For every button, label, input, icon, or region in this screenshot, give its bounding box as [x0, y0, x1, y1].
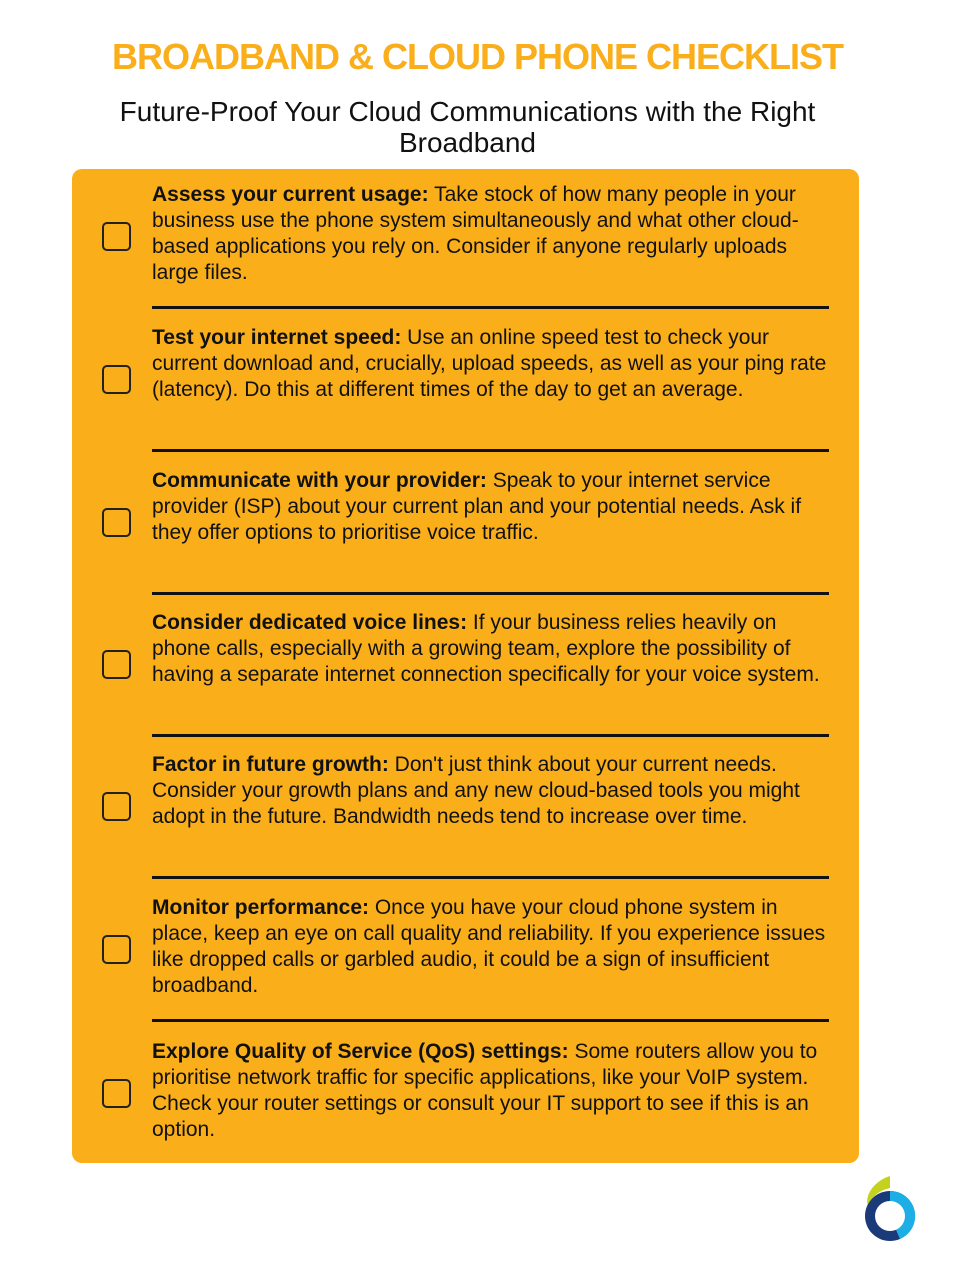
item-body: Once you have your cloud phone system in place, keep an eye on call quality and reliability. If you experience issues like dropped calls or garbled audio, it could be a sign of insufficient broadband.: [152, 896, 826, 997]
item-body: Use an online speed test to check your current download and, crucially, upload speeds, as well as your ping rate (latency). Do this at different times of the day to get an average.: [152, 326, 827, 401]
item-text: [152, 468, 837, 546]
checklist-item: [72, 312, 859, 455]
checkbox[interactable]: [102, 365, 131, 394]
item-text: [152, 182, 837, 286]
checklist-card: [72, 169, 859, 1163]
item-heading: Test your internet speed:: [152, 326, 402, 349]
checkbox[interactable]: [102, 792, 131, 821]
checkbox[interactable]: [102, 1079, 131, 1108]
item-body: Take stock of how many people in your business use the phone system simultaneously and what other cloud-based applications you rely on. Consider if anyone regularly uploads large files.: [152, 183, 799, 284]
page-title: BROADBAND & CLOUD PHONE CHECKLIST: [112, 36, 843, 77]
item-heading: Communicate with your provider:: [152, 469, 487, 492]
checklist-item: [72, 597, 859, 740]
item-body: Some routers allow you to prioritise network traffic for specific applications, like your VoIP system. Check your router settings or consult your IT support to see if this is an option.: [152, 1040, 818, 1141]
company-logo-icon: [858, 1174, 922, 1248]
divider: [152, 1019, 829, 1022]
item-text: [152, 752, 837, 830]
page-subtitle: Future-Proof Your Cloud Communications with the Right Broadband: [119, 96, 816, 158]
checklist-item: [72, 739, 859, 882]
checklist-item: [72, 169, 859, 312]
item-body: If your business relies heavily on phone calls, especially with a growing team, explore the possibility of having a separate internet connection specifically for your voice system.: [152, 611, 820, 686]
item-body: Don't just think about your current needs. Consider your growth plans and any new cloud-based tools you might adopt in the future. Bandwidth needs tend to increase over time.: [152, 753, 800, 828]
item-heading: Explore Quality of Service (QoS) settings:: [152, 1040, 569, 1063]
item-heading: Factor in future growth:: [152, 753, 389, 776]
checkbox[interactable]: [102, 222, 131, 251]
checklist-item: [72, 1026, 859, 1169]
item-text: [152, 1039, 837, 1143]
divider: [152, 306, 829, 309]
checkbox[interactable]: [102, 650, 131, 679]
checklist-item: [72, 882, 859, 1025]
divider: [152, 449, 829, 452]
item-heading: Consider dedicated voice lines:: [152, 611, 468, 634]
divider: [152, 592, 829, 595]
item-text: [152, 610, 837, 688]
divider: [152, 876, 829, 879]
item-heading: Monitor performance:: [152, 896, 370, 919]
checkbox[interactable]: [102, 935, 131, 964]
divider: [152, 734, 829, 737]
item-text: [152, 325, 837, 403]
checkbox[interactable]: [102, 508, 131, 537]
item-body: Speak to your internet service provider (ISP) about your current plan and your potential needs. Ask if they offer options to prioritise voice traffic.: [152, 469, 802, 544]
item-heading: Assess your current usage:: [152, 183, 429, 206]
checklist-item: [72, 455, 859, 598]
item-text: [152, 895, 837, 999]
